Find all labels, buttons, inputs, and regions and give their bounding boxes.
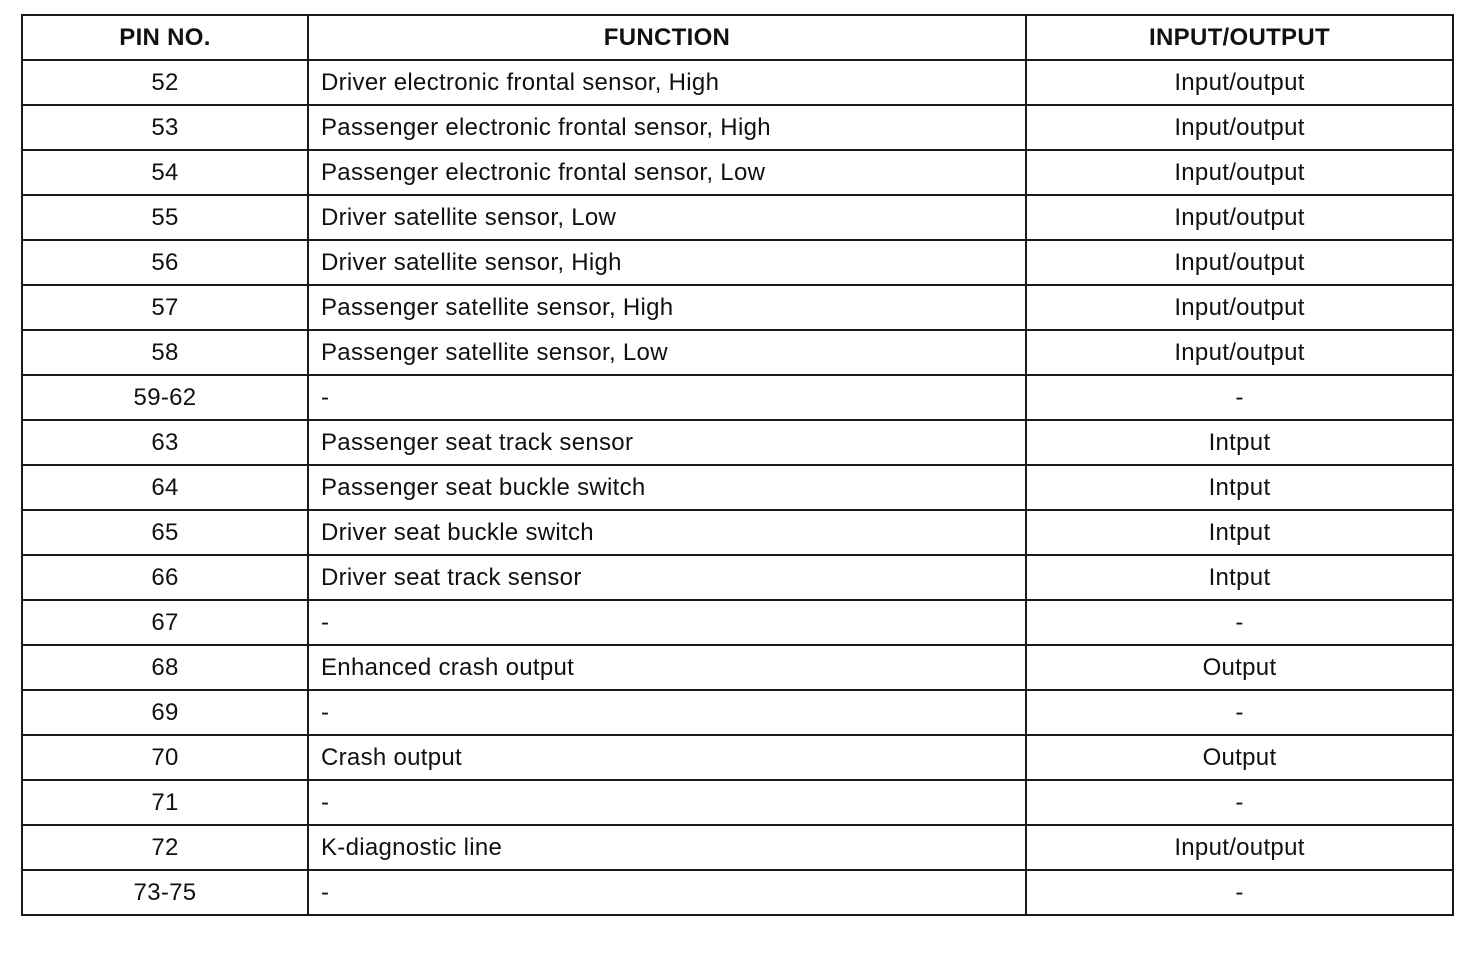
table-row <box>22 690 1453 735</box>
pin-cell: 63 <box>22 420 308 465</box>
function-cell: Driver electronic frontal sensor, High <box>308 60 1026 105</box>
table-row <box>22 420 1453 465</box>
pin-cell: 67 <box>22 600 308 645</box>
function-cell: Passenger satellite sensor, High <box>308 285 1026 330</box>
io-cell: Intput <box>1026 420 1453 465</box>
pin-cell: 73-75 <box>22 870 308 915</box>
io-cell: Input/output <box>1026 285 1453 330</box>
io-cell: Output <box>1026 645 1453 690</box>
io-cell: Input/output <box>1026 240 1453 285</box>
table-row <box>22 105 1453 150</box>
function-cell: - <box>308 375 1026 420</box>
function-cell: - <box>308 690 1026 735</box>
pin-function-table <box>21 14 1454 916</box>
pin-cell: 65 <box>22 510 308 555</box>
pin-cell: 71 <box>22 780 308 825</box>
header-pin-no: PIN NO. <box>22 15 308 60</box>
io-cell: Input/output <box>1026 60 1453 105</box>
table-header <box>22 15 1453 60</box>
function-cell: - <box>308 870 1026 915</box>
function-cell: Passenger electronic frontal sensor, Low <box>308 150 1026 195</box>
table-row <box>22 600 1453 645</box>
io-cell: Intput <box>1026 555 1453 600</box>
io-cell: Input/output <box>1026 150 1453 195</box>
pin-cell: 58 <box>22 330 308 375</box>
io-cell: Input/output <box>1026 330 1453 375</box>
table-row <box>22 645 1453 690</box>
io-cell: Intput <box>1026 465 1453 510</box>
function-cell: - <box>308 780 1026 825</box>
table-row <box>22 240 1453 285</box>
pin-cell: 56 <box>22 240 308 285</box>
table-row <box>22 150 1453 195</box>
header-input-output: INPUT/OUTPUT <box>1026 15 1453 60</box>
io-cell: Input/output <box>1026 105 1453 150</box>
pin-cell: 70 <box>22 735 308 780</box>
function-cell: K-diagnostic line <box>308 825 1026 870</box>
pin-cell: 54 <box>22 150 308 195</box>
pin-cell: 68 <box>22 645 308 690</box>
io-cell: - <box>1026 690 1453 735</box>
table-row <box>22 510 1453 555</box>
function-cell: Crash output <box>308 735 1026 780</box>
pin-cell: 59-62 <box>22 375 308 420</box>
table-row <box>22 555 1453 600</box>
pin-cell: 72 <box>22 825 308 870</box>
io-cell: - <box>1026 870 1453 915</box>
header-row <box>22 15 1453 60</box>
function-cell: Passenger seat track sensor <box>308 420 1026 465</box>
function-cell: Passenger satellite sensor, Low <box>308 330 1026 375</box>
function-cell: Passenger seat buckle switch <box>308 465 1026 510</box>
function-cell: Driver satellite sensor, Low <box>308 195 1026 240</box>
table-row <box>22 465 1453 510</box>
function-cell: Driver seat buckle switch <box>308 510 1026 555</box>
function-cell: Driver seat track sensor <box>308 555 1026 600</box>
pin-cell: 64 <box>22 465 308 510</box>
io-cell: Intput <box>1026 510 1453 555</box>
table-row <box>22 870 1453 915</box>
function-cell: Enhanced crash output <box>308 645 1026 690</box>
io-cell: - <box>1026 375 1453 420</box>
io-cell: Output <box>1026 735 1453 780</box>
table-row <box>22 825 1453 870</box>
function-cell: Driver satellite sensor, High <box>308 240 1026 285</box>
table-row <box>22 780 1453 825</box>
table-row <box>22 60 1453 105</box>
pin-cell: 55 <box>22 195 308 240</box>
function-cell: Passenger electronic frontal sensor, High <box>308 105 1026 150</box>
io-cell: Input/output <box>1026 825 1453 870</box>
io-cell: Input/output <box>1026 195 1453 240</box>
pin-cell: 53 <box>22 105 308 150</box>
table-body <box>22 60 1453 915</box>
table-row <box>22 195 1453 240</box>
header-function: FUNCTION <box>308 15 1026 60</box>
table-row <box>22 375 1453 420</box>
table-row <box>22 285 1453 330</box>
table-row <box>22 735 1453 780</box>
io-cell: - <box>1026 780 1453 825</box>
function-cell: - <box>308 600 1026 645</box>
pin-cell: 57 <box>22 285 308 330</box>
table-row <box>22 330 1453 375</box>
pin-cell: 66 <box>22 555 308 600</box>
pin-cell: 52 <box>22 60 308 105</box>
pin-cell: 69 <box>22 690 308 735</box>
io-cell: - <box>1026 600 1453 645</box>
